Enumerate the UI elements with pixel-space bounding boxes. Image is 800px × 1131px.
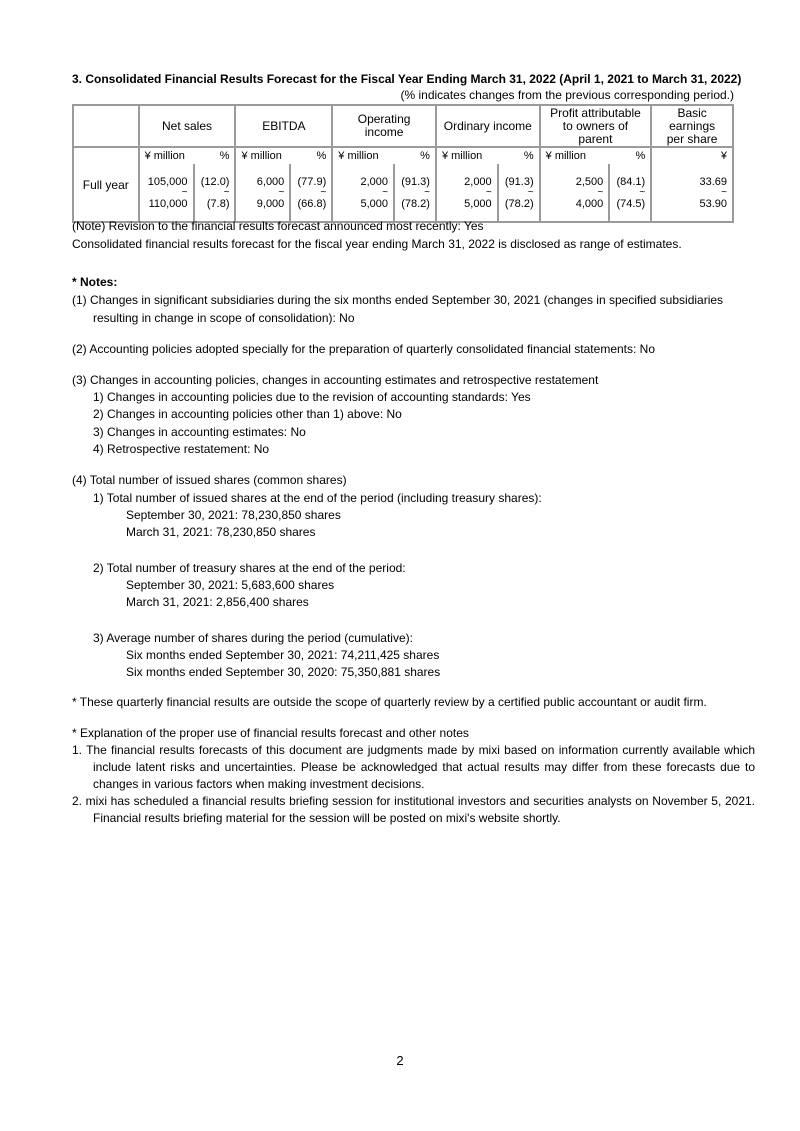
unit-label: ¥ million — [540, 147, 610, 164]
note-4-2: 2) Total number of treasury shares at the end of the period: — [93, 561, 406, 575]
header-ordinary-income: Ordinary income — [436, 105, 540, 147]
row-label-full-year: Full year — [73, 147, 139, 222]
table-subtitle: (% indicates changes from the previous corresponding period.) — [400, 88, 734, 102]
unit-label: % — [498, 147, 540, 164]
note-range: Consolidated financial results forecast for the fiscal year ending March 31, 2022 is disclosed as range of estimates. — [72, 237, 682, 251]
ordinary-income-range: 2,000 ~ 5,000 — [436, 164, 498, 222]
unit-label: ¥ million — [436, 147, 498, 164]
note-1: (1) Changes in significant subsidiaries during the six months ended September 30, 2021 (changes in specified subsidiaries — [72, 293, 724, 307]
unit-label: ¥ million — [235, 147, 290, 164]
note-4-2-item: September 30, 2021: 5,683,600 shares — [126, 578, 335, 592]
unit-label: % — [609, 147, 651, 164]
table-header-row — [73, 105, 733, 147]
note-4-1: 1) Total number of issued shares at the end of the period (including treasury shares): — [93, 491, 542, 505]
net-sales-range: 105,000 ~ 110,000 — [139, 164, 194, 222]
note-3: (3) Changes in accounting policies, changes in accounting estimates and retrospective restatement — [72, 373, 599, 387]
header-eps: Basic earnings per share — [651, 105, 733, 147]
note-1-cont: resulting in change in scope of consolidation): No — [93, 311, 355, 325]
empty-header — [73, 105, 139, 147]
ebitda-pct-range: (77.9) ~ (66.8) — [290, 164, 332, 222]
profit-pct-range: (84.1) ~ (74.5) — [609, 164, 651, 222]
section-title: 3. Consolidated Financial Results Forecast for the Fiscal Year Ending March 31, 2022 (April 1, 2021 to March 31, 2022) — [72, 72, 742, 86]
explanation-item-2: 2. mixi has scheduled a financial results briefing session for institutional investors and securities analysts on November 5, 2021. Financial results briefing material for the session will be posted on mixi's website shortly. — [72, 794, 755, 825]
review-note: * These quarterly financial results are outside the scope of quarterly review by a certified public accountant or audit firm. — [72, 695, 707, 709]
header-ebitda: EBITDA — [235, 105, 332, 147]
explanation-heading: * Explanation of the proper use of financial results forecast and other notes — [72, 726, 469, 740]
note-4-3: 3) Average number of shares during the period (cumulative): — [93, 631, 413, 645]
note-3-item: 2) Changes in accounting policies other than 1) above: No — [93, 407, 402, 421]
unit-label: ¥ million — [332, 147, 394, 164]
note-3-item: 3) Changes in accounting estimates: No — [93, 425, 306, 439]
values-row — [73, 164, 733, 222]
unit-label: % — [290, 147, 332, 164]
unit-label: ¥ million — [139, 147, 194, 164]
unit-label: ¥ — [651, 147, 733, 164]
unit-label: % — [194, 147, 236, 164]
note-3-item: 4) Retrospective restatement: No — [93, 442, 270, 456]
note-4-1-item: March 31, 2021: 78,230,850 shares — [126, 525, 316, 539]
header-net-sales: Net sales — [139, 105, 236, 147]
units-row — [73, 147, 733, 164]
page-number: 2 — [396, 1053, 404, 1068]
ebitda-range: 6,000 ~ 9,000 — [235, 164, 290, 222]
note-4: (4) Total number of issued shares (common shares) — [72, 473, 347, 487]
note-2: (2) Accounting policies adopted specially for the preparation of quarterly consolidated financial statements: No — [72, 342, 656, 356]
notes-heading: * Notes: — [72, 275, 118, 289]
header-profit: Profit attributable to owners of parent — [540, 105, 652, 147]
unit-label: % — [394, 147, 436, 164]
note-4-3-item: Six months ended September 30, 2020: 75,350,881 shares — [126, 665, 441, 679]
profit-range: 2,500 ~ 4,000 — [540, 164, 610, 222]
eps-range: 33.69 ~ 53.90 — [651, 164, 733, 222]
note-4-2-item: March 31, 2021: 2,856,400 shares — [126, 595, 309, 609]
note-4-3-item: Six months ended September 30, 2021: 74,211,425 shares — [126, 648, 440, 662]
forecast-table — [72, 104, 734, 223]
operating-income-range: 2,000 ~ 5,000 — [332, 164, 394, 222]
note-3-item: 1) Changes in accounting policies due to the revision of accounting standards: Yes — [93, 390, 531, 404]
header-operating-income: Operating income — [332, 105, 436, 147]
operating-income-pct-range: (91.3) ~ (78.2) — [394, 164, 436, 222]
ordinary-income-pct-range: (91.3) ~ (78.2) — [498, 164, 540, 222]
note-4-1-item: September 30, 2021: 78,230,850 shares — [126, 508, 341, 522]
net-sales-pct-range: (12.0) ~ (7.8) — [194, 164, 236, 222]
explanation-item-1: 1. The financial results forecasts of this document are judgments made by mixi based on information currently available which include latent risks and uncertainties. Please be acknowledged that actual results may differ from these forecasts due to changes in various factors when making investment decisions. — [72, 743, 755, 791]
note-revision: (Note) Revision to the financial results forecast announced most recently: Yes — [72, 219, 484, 233]
